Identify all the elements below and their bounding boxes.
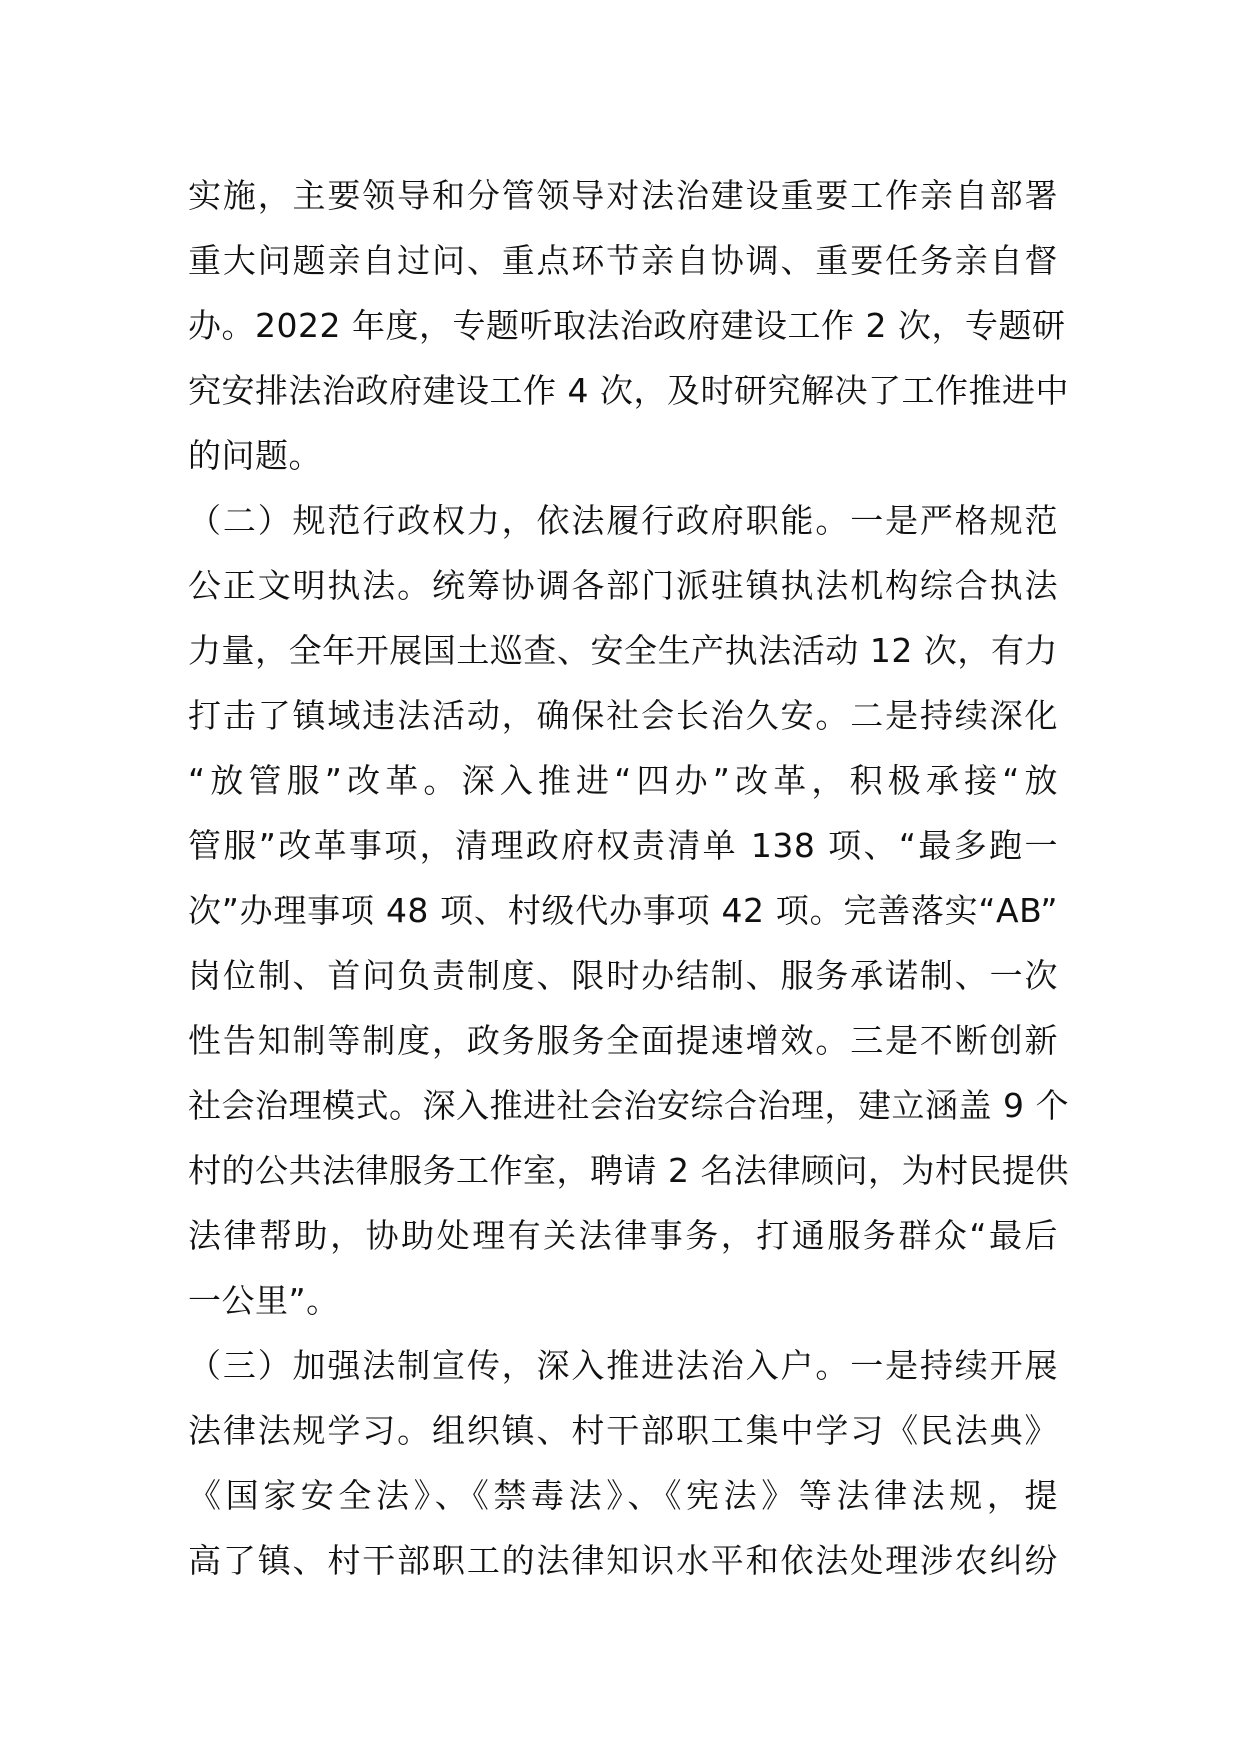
- text-line: 次”办理事项 48 项、村级代办事项 42 项。完善落实“AB”: [188, 891, 1058, 930]
- document-body: [188, 163, 1069, 1593]
- section-heading-line: （二）规范行政权力，依法履行政府职能。一是严格规范: [188, 501, 1058, 540]
- text-line: 究安排法治政府建设工作 4 次，及时研究解决了工作推进中: [188, 371, 1069, 410]
- text-line: 的问题。: [188, 436, 322, 475]
- text-line: 管服”改革事项，清理政府权责清单 138 项、“最多跑一: [188, 826, 1058, 865]
- section-heading-line: （三）加强法制宣传，深入推进法治入户。一是持续开展: [188, 1346, 1058, 1385]
- text-line: 重大问题亲自过问、重点环节亲自协调、重要任务亲自督: [188, 241, 1058, 280]
- text-line: 实施，主要领导和分管领导对法治建设重要工作亲自部署: [188, 176, 1058, 215]
- paragraph-2: [188, 488, 1069, 1333]
- text-line: 一公里”。: [188, 1281, 340, 1320]
- text-line: 法律法规学习。组织镇、村干部职工集中学习《民法典》: [188, 1411, 1058, 1450]
- text-line: 《国家安全法》、《禁毒法》、《宪法》等法律法规，提: [188, 1476, 1058, 1515]
- paragraph-3: [188, 1333, 1058, 1593]
- text-line: 公正文明执法。统筹协调各部门派驻镇执法机构综合执法: [188, 566, 1058, 605]
- text-line: 社会治理模式。深入推进社会治安综合治理，建立涵盖 9 个: [188, 1086, 1069, 1125]
- text-line: 岗位制、首问负责制度、限时办结制、服务承诺制、一次: [188, 956, 1058, 995]
- text-line: 法律帮助，协助处理有关法律事务，打通服务群众“最后: [188, 1216, 1058, 1255]
- text-line: 办。2022 年度，专题听取法治政府建设工作 2 次，专题研: [188, 306, 1066, 345]
- text-line: “放管服”改革。深入推进“四办”改革，积极承接“放: [188, 761, 1058, 800]
- text-line: 高了镇、村干部职工的法律知识水平和依法处理涉农纠纷: [188, 1541, 1058, 1580]
- text-line: 打击了镇域违法活动，确保社会长治久安。二是持续深化: [188, 696, 1058, 735]
- paragraph-1: [188, 163, 1069, 488]
- text-line: 村的公共法律服务工作室，聘请 2 名法律顾问，为村民提供: [188, 1151, 1069, 1190]
- text-line: 力量，全年开展国土巡查、安全生产执法活动 12 次，有力: [188, 631, 1058, 670]
- text-line: 性告知制等制度，政务服务全面提速增效。三是不断创新: [188, 1021, 1058, 1060]
